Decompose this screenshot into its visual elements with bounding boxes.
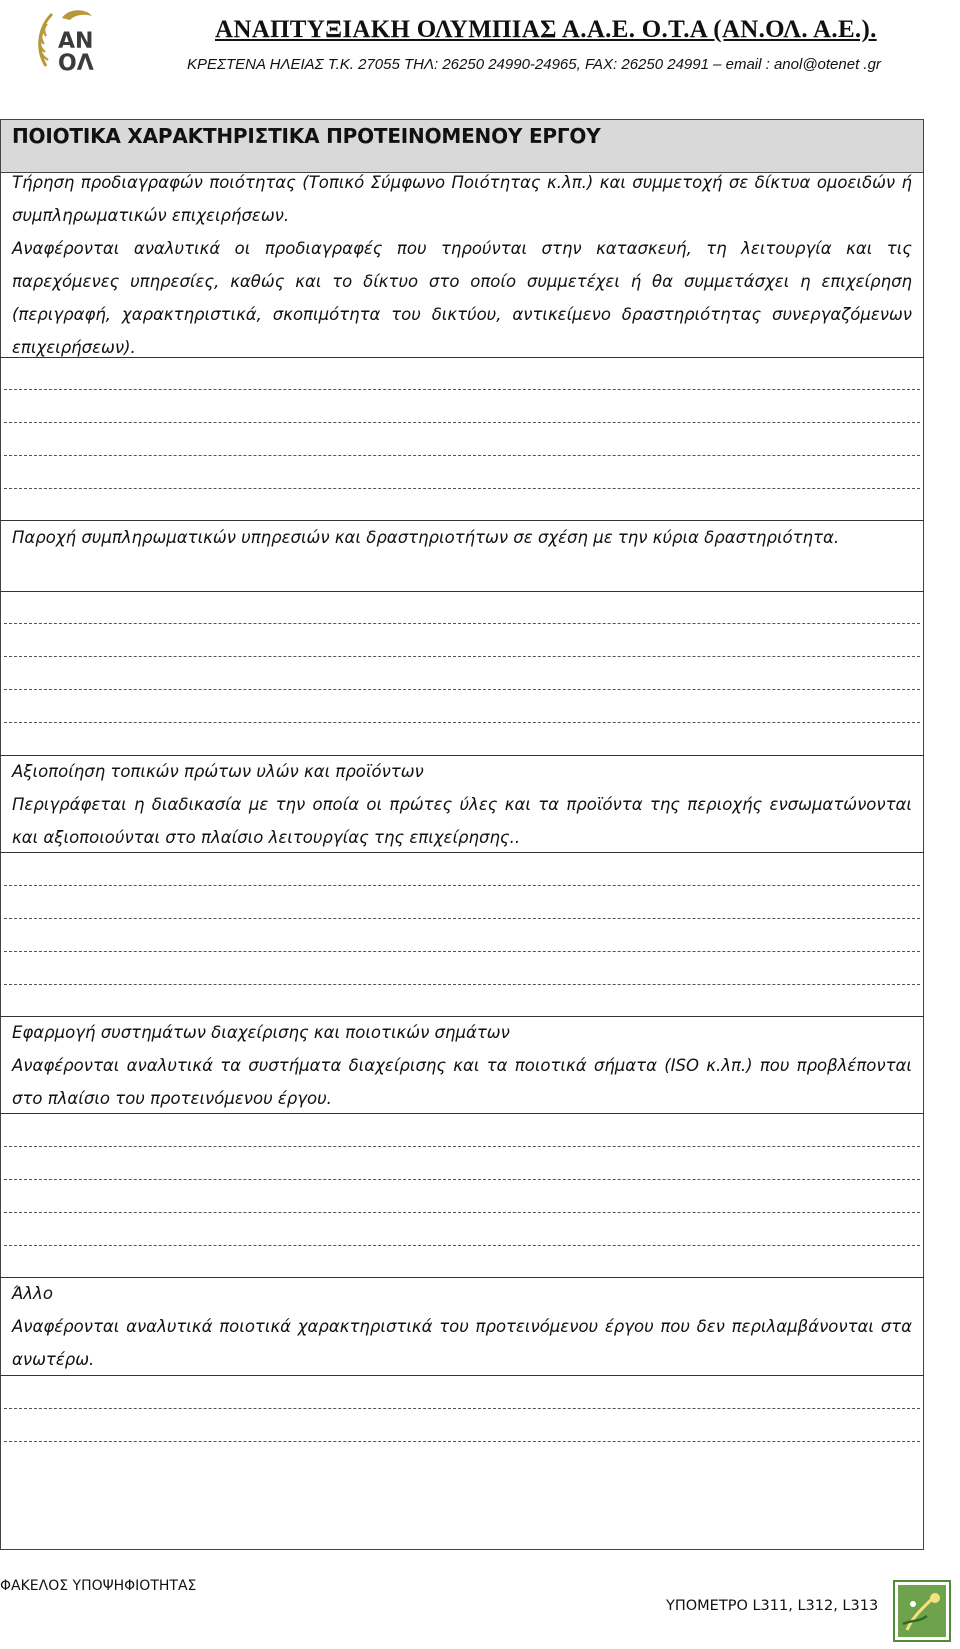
organization-logo [32,4,106,74]
svg-text:ΑΝ: ΑΝ [58,29,94,54]
section-complementary-services [12,521,912,554]
footer-submeasure-label: ΥΠΟΜΕΤΡΟ L311, L312, L313 [666,1598,879,1614]
section-text: Αναφέρονται αναλυτικά ποιοτικά χαρακτηριστικά του προτεινόμενου έργου που δεν περιλαμβάνονται στα ανωτέρω. [12,1317,912,1369]
answer-line[interactable] [4,1146,920,1147]
answer-line[interactable] [4,689,920,690]
section-other [12,1277,912,1376]
section-divider [0,1113,924,1114]
section-text: Εφαρμογή συστημάτων διαχείρισης και ποιοτικών σημάτων [12,1023,510,1042]
section-local-materials [12,755,912,854]
section-text: Άλλο [12,1284,53,1303]
leader-program-logo [893,1580,951,1642]
form-title: ΠΟΙΟΤΙΚΑ ΧΑΡΑΚΤΗΡΙΣΤΙΚΑ ΠΡΟΤΕΙΝΟΜΕΝΟΥ ΕΡΓΟΥ [12,124,601,148]
svg-text:ΟΛ: ΟΛ [58,51,94,74]
answer-line[interactable] [4,389,920,390]
answer-line[interactable] [4,1179,920,1180]
answer-line[interactable] [4,722,920,723]
answer-line[interactable] [4,1212,920,1213]
section-text: Αξιοποίηση τοπικών πρώτων υλών και προϊόντων [12,762,424,781]
answer-line[interactable] [4,951,920,952]
section-text: Περιγράφεται η διαδικασία με την οποία οι πρώτες ύλες και τα προϊόντα της περιοχής ενσωματώνονται και αξιοποιούνται στο πλαίσιο λειτουργίας της επιχείρησης.. [12,795,912,847]
answer-line[interactable] [4,885,920,886]
organization-title: ΑΝΑΠΤΥΞΙΑΚΗ ΟΛΥΜΠΙΑΣ Α.Α.Ε. Ο.Τ.Α (ΑΝ.ΟΛ. Α.Ε.). [215,16,877,43]
organization-contact: ΚΡΕΣΤΕΝΑ ΗΛΕΙΑΣ Τ.Κ. 27055 ΤΗΛ: 26250 24990-24965, FAX: 26250 24991 – email : anol@otenet .gr [187,56,881,73]
answer-line[interactable] [4,984,920,985]
answer-line[interactable] [4,1408,920,1409]
answer-line[interactable] [4,623,920,624]
section-divider [0,852,924,853]
answer-line[interactable] [4,488,920,489]
answer-line[interactable] [4,455,920,456]
answer-line[interactable] [4,1441,920,1442]
answer-line[interactable] [4,422,920,423]
section-text: Παροχή συμπληρωματικών υπηρεσιών και δραστηριοτήτων σε σχέση με την κύρια δραστηριότητα. [12,528,840,547]
section-text: Αναφέρονται αναλυτικά οι προδιαγραφές που τηρούνται στην κατασκευή, τη λειτουργία και τις παρεχόμενες υπηρεσίες, καθώς και το δίκτυο στο οποίο συμμετέχει ή θα συμμετάσχει η επιχείρηση (περιγραφή, χαρακτηριστικά, σκοπιμότητα του δικτύου, αντικείμενο δραστηριότητας συνεργαζόμενων επιχειρήσεων). [12,239,912,357]
section-management-systems [12,1016,912,1115]
section-divider [0,1375,924,1376]
footer-folder-label: ΦΑΚΕΛΟΣ ΥΠΟΨΗΦΙΟΤΗΤΑΣ [0,1578,197,1594]
section-text: Τήρηση προδιαγραφών ποιότητας (Τοπικό Σύμφωνο Ποιότητας κ.λπ.) και συμμετοχή σε δίκτυα ομοειδών ή συμπληρωματικών επιχειρήσεων. [12,173,912,225]
answer-line[interactable] [4,918,920,919]
section-text: Αναφέρονται αναλυτικά τα συστήματα διαχείρισης και τα ποιοτικά σήματα (ISO κ.λπ.) που προβλέπονται στο πλαίσιο του προτεινόμενου έργου. [12,1056,912,1108]
section-divider [0,591,924,592]
section-quality-specs [12,166,912,364]
answer-line[interactable] [4,656,920,657]
answer-line[interactable] [4,1245,920,1246]
section-divider [0,357,924,358]
